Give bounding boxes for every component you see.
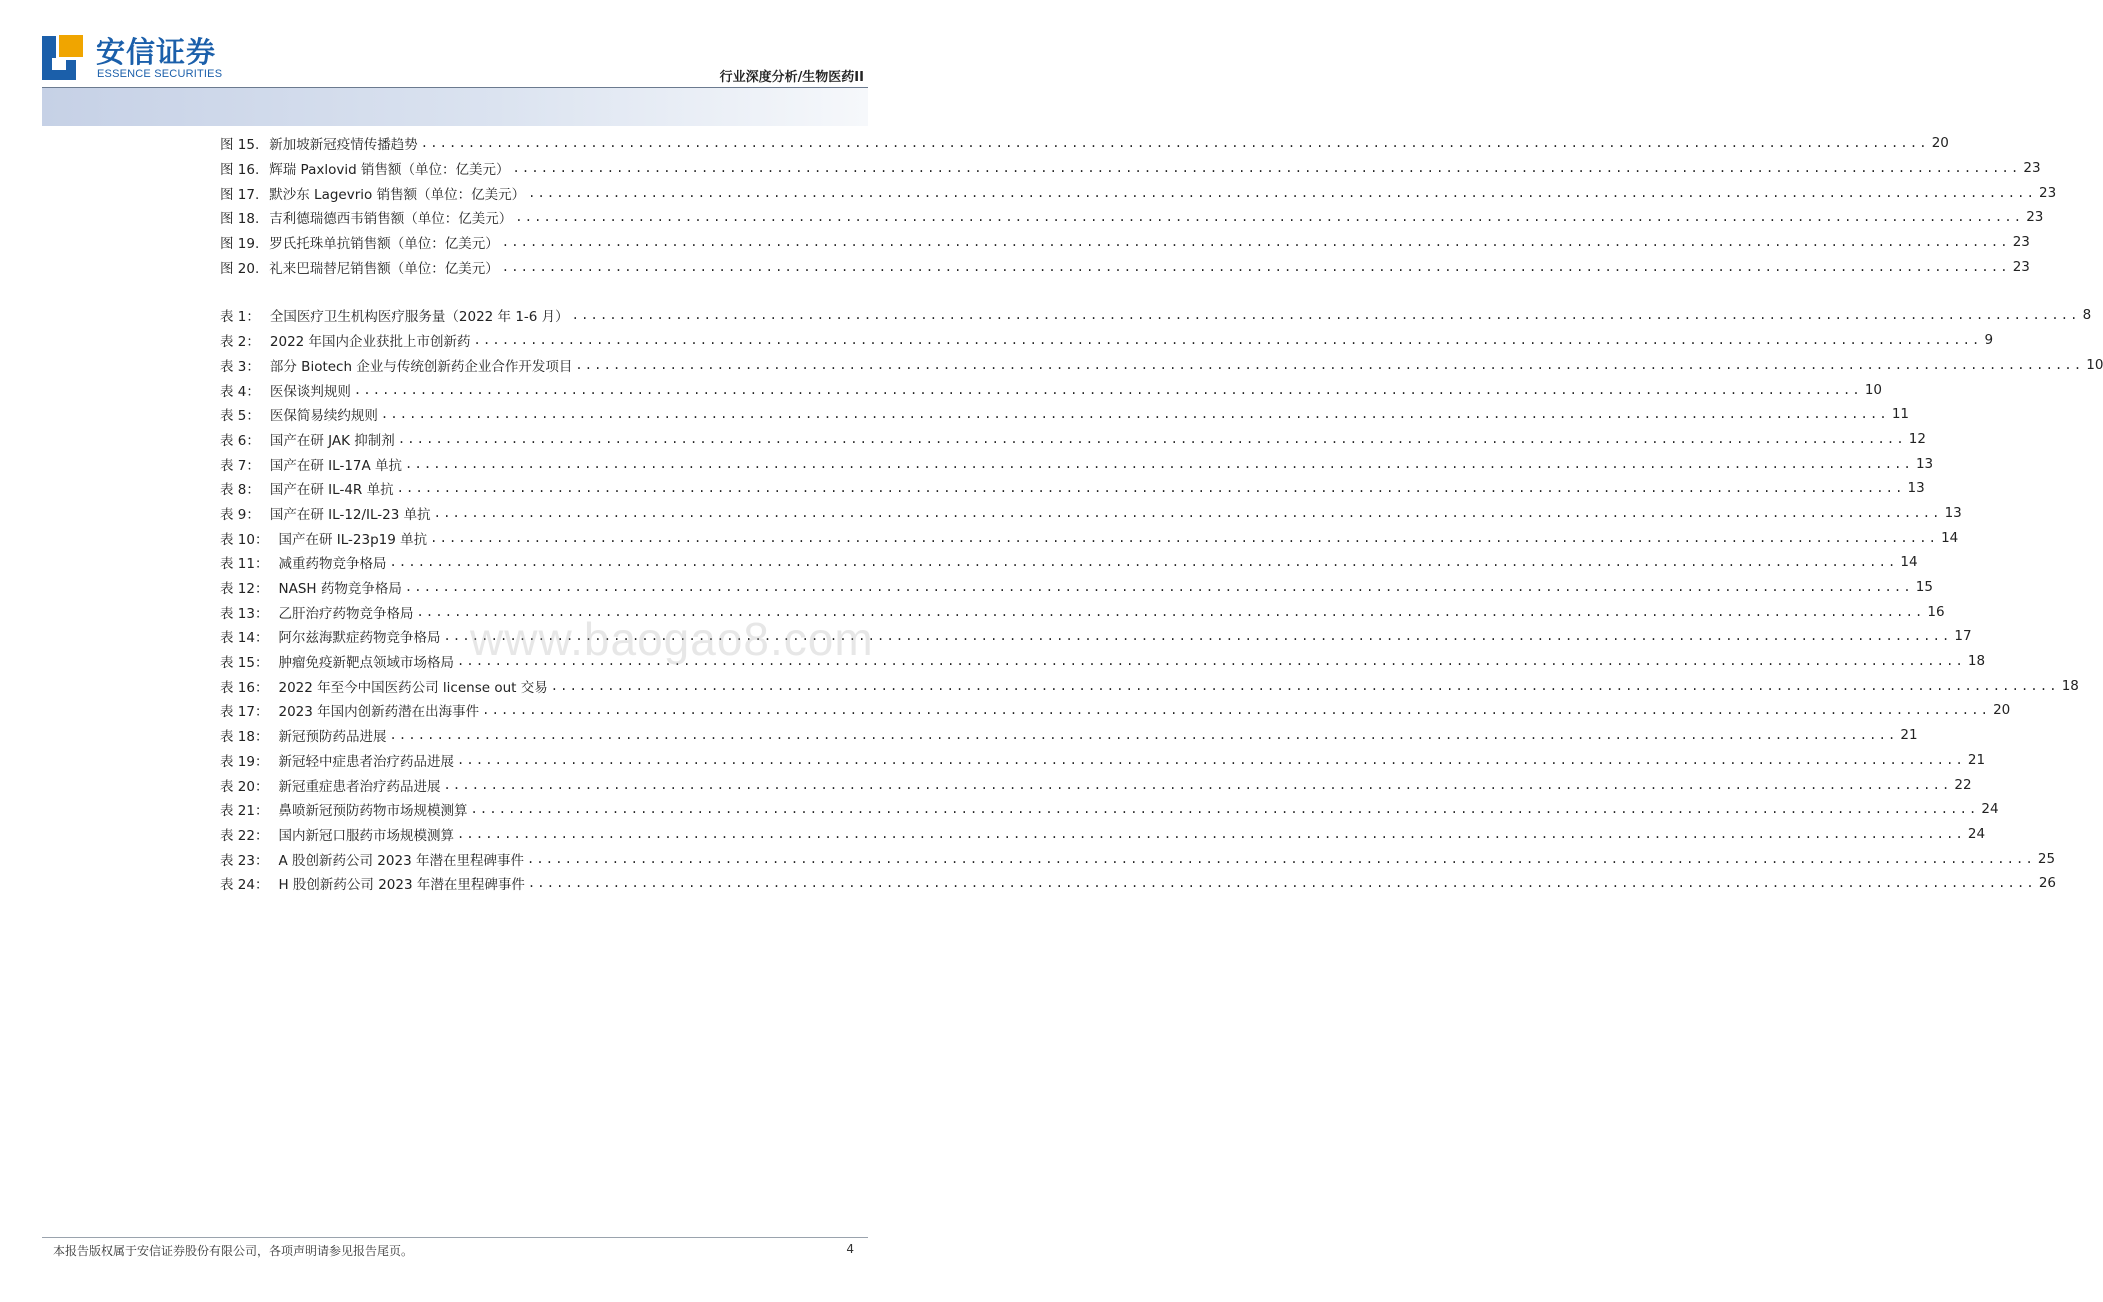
figure-toc-entry[interactable] xyxy=(220,205,2044,230)
toc-entry-title: 全国医疗卫生机构医疗服务量（2022 年 1-6 月） xyxy=(269,309,569,326)
toc-entry-page: 15 xyxy=(1915,579,1933,596)
toc-entry-title: 吉利德瑞德西韦销售额（单位：亿美元） xyxy=(269,211,513,228)
table-toc-entry[interactable] xyxy=(220,797,1999,822)
table-toc-entry[interactable] xyxy=(220,575,1933,600)
toc-entry-page: 12 xyxy=(1908,430,1926,447)
toc-entry-page: 17 xyxy=(1954,628,1972,645)
dot-leader: ................................................................................................................................................................ xyxy=(396,481,1905,496)
dot-leader: ................................................................................................................................................................ xyxy=(501,235,2010,250)
report-type: 行业深度分析/生物医药II xyxy=(719,70,864,85)
toc-entry-title: 2022 年至今中国医药公司 license out 交易 xyxy=(278,679,548,696)
toc-entry-page: 9 xyxy=(1984,332,1994,349)
toc-entry-title: 默沙东 Lagevrio 销售额（单位：亿美元） xyxy=(269,186,526,203)
figure-list xyxy=(220,131,2057,279)
toc-entry-number: 表 6： xyxy=(220,432,260,449)
toc-entry-title: 国产在研 JAK 抑制剂 xyxy=(269,432,395,449)
table-toc-entry[interactable] xyxy=(220,377,1883,402)
dot-leader: ................................................................................................................................................................ xyxy=(380,407,1889,422)
dot-leader: ................................................................................................................................................................ xyxy=(470,802,1979,817)
toc-entry-number: 表 3： xyxy=(220,358,260,375)
toc-entry-page: 26 xyxy=(2038,875,2056,892)
table-toc-entry[interactable] xyxy=(220,550,1918,575)
toc-entry-number: 表 11： xyxy=(220,556,269,573)
toc-entry-page: 23 xyxy=(2026,209,2044,226)
toc-entry-page: 11 xyxy=(1891,406,1910,423)
dot-leader: ................................................................................................................................................................ xyxy=(433,505,1942,520)
toc-entry-title: A 股创新药公司 2023 年潜在里程碑事件 xyxy=(278,852,524,869)
dot-leader: ................................................................................................................................................................ xyxy=(501,259,2010,274)
table-list xyxy=(220,303,2103,896)
toc-entry-page: 8 xyxy=(2082,307,2092,324)
dot-leader: ................................................................................................................................................................ xyxy=(397,431,1906,446)
toc-entry-number: 表 5： xyxy=(220,408,260,425)
footer-disclaimer: 本报告版权属于安信证券股份有限公司，各项声明请参见报告尾页。 xyxy=(53,1244,414,1258)
toc-entry-page: 20 xyxy=(1993,702,2011,719)
dot-leader: ................................................................................................................................................................ xyxy=(443,629,1952,644)
toc-entry-title: 国产在研 IL-23p19 单抗 xyxy=(278,531,428,548)
dot-leader: ................................................................................................................................................................ xyxy=(443,777,1952,792)
toc-entry-number: 表 14： xyxy=(220,630,269,647)
toc-entry-title: 新冠预防药品进展 xyxy=(278,729,387,746)
toc-entry-number: 表 12： xyxy=(220,581,269,598)
toc-entry-number: 表 19： xyxy=(220,753,269,770)
toc-entry-page: 10 xyxy=(1864,381,1883,398)
toc-entry-number: 表 16： xyxy=(220,679,269,696)
table-of-contents xyxy=(220,131,2103,896)
toc-entry-number: 图 20. xyxy=(220,260,260,277)
toc-entry-page: 10 xyxy=(2086,356,2103,373)
toc-entry-number: 表 9： xyxy=(220,506,260,523)
toc-entry-page: 21 xyxy=(1967,751,1986,768)
toc-entry-number: 表 21： xyxy=(220,803,269,820)
toc-entry-title: NASH 药物竞争格局 xyxy=(278,581,402,598)
toc-entry-title: 国产在研 IL-17A 单抗 xyxy=(269,457,403,474)
toc-entry-page: 13 xyxy=(1907,480,1925,497)
toc-entry-number: 表 13： xyxy=(220,605,269,622)
toc-entry-number: 表 10： xyxy=(220,531,269,548)
toc-entry-title: 国产在研 IL-4R 单抗 xyxy=(269,482,394,499)
toc-entry-title: H 股创新药公司 2023 年潜在里程碑事件 xyxy=(278,877,525,894)
toc-entry-page: 25 xyxy=(2037,850,2056,867)
dot-leader: ................................................................................................................................................................ xyxy=(550,678,2059,693)
table-toc-entry[interactable] xyxy=(220,822,1986,847)
table-toc-entry[interactable] xyxy=(220,501,1962,526)
toc-entry-page: 22 xyxy=(1954,776,1972,793)
dot-leader: ................................................................................................................................................................ xyxy=(575,357,2084,372)
table-toc-entry[interactable] xyxy=(220,748,1986,773)
toc-entry-number: 表 23： xyxy=(220,852,269,869)
footer-divider xyxy=(42,1237,868,1238)
toc-entry-title: 2022 年国内企业获批上市创新药 xyxy=(269,334,471,351)
dot-leader: ................................................................................................................................................................ xyxy=(389,728,1898,743)
toc-entry-title: 医保谈判规则 xyxy=(269,383,351,400)
toc-entry-page: 20 xyxy=(1931,135,1949,152)
dot-leader: ................................................................................................................................................................ xyxy=(405,456,1913,471)
toc-entry-number: 图 16. xyxy=(220,162,260,179)
table-toc-entry[interactable] xyxy=(220,451,1934,476)
toc-entry-title: 医保简易续约规则 xyxy=(269,408,378,425)
toc-entry-title: 国内新冠口服药市场规模测算 xyxy=(278,827,454,844)
dot-leader: ................................................................................................................................................................ xyxy=(473,333,1982,348)
toc-entry-title: 新冠轻中症患者治疗药品进展 xyxy=(278,753,454,770)
toc-entry-title: 阿尔兹海默症药物竞争格局 xyxy=(278,630,441,647)
table-toc-entry[interactable] xyxy=(220,871,2056,896)
toc-entry-title: 2023 年国内创新药潜在出海事件 xyxy=(278,704,480,721)
toc-entry-number: 表 8： xyxy=(220,482,260,499)
page-header xyxy=(0,0,920,130)
table-toc-entry[interactable] xyxy=(220,772,1972,797)
dot-leader: ................................................................................................................................................................ xyxy=(430,530,1939,545)
table-toc-entry[interactable] xyxy=(220,846,2056,871)
toc-entry-page: 14 xyxy=(1941,529,1959,546)
toc-entry-page: 14 xyxy=(1900,554,1918,571)
toc-entry-number: 表 17： xyxy=(220,704,269,721)
essence-logo-icon xyxy=(42,32,86,80)
figure-toc-entry[interactable] xyxy=(220,156,2041,181)
table-toc-entry[interactable] xyxy=(220,303,2092,328)
table-toc-entry[interactable] xyxy=(220,525,1959,550)
table-toc-entry[interactable] xyxy=(220,353,2103,378)
toc-entry-title: 乙肝治疗药物竞争格局 xyxy=(278,605,414,622)
table-toc-entry[interactable] xyxy=(220,427,1926,452)
dot-leader: ................................................................................................................................................................ xyxy=(404,580,1913,595)
toc-entry-title: 新加坡新冠疫情传播趋势 xyxy=(269,137,418,154)
header-band xyxy=(42,88,868,126)
toc-entry-title: 辉瑞 Paxlovid 销售额（单位：亿美元） xyxy=(269,162,510,179)
company-logo xyxy=(42,30,232,82)
toc-entry-number: 图 15. xyxy=(220,137,260,154)
toc-entry-number: 图 19. xyxy=(220,236,260,253)
dot-leader: ................................................................................................................................................................ xyxy=(416,604,1925,619)
dot-leader: ................................................................................................................................................................ xyxy=(512,161,2021,176)
toc-entry-number: 图 18. xyxy=(220,211,260,228)
logo-cn-text: 安信证券 xyxy=(96,35,217,69)
toc-entry-number: 表 22： xyxy=(220,827,269,844)
toc-entry-title: 鼻喷新冠预防药物市场规模测算 xyxy=(278,803,468,820)
watermark: www.baogao8.com xyxy=(470,613,874,665)
toc-entry-page: 23 xyxy=(2012,258,2030,275)
toc-entry-title: 国产在研 IL-12/IL-23 单抗 xyxy=(269,506,431,523)
toc-entry-title: 礼来巴瑞替尼销售额（单位：亿美元） xyxy=(269,260,499,277)
table-toc-entry[interactable] xyxy=(220,698,2011,723)
toc-entry-number: 图 17. xyxy=(220,186,260,203)
toc-entry-page: 21 xyxy=(1900,727,1918,744)
dot-leader: ................................................................................................................................................................ xyxy=(528,185,2037,200)
toc-entry-page: 16 xyxy=(1927,603,1945,620)
toc-entry-number: 表 7： xyxy=(220,457,260,474)
toc-entry-title: 新冠重症患者治疗药品进展 xyxy=(278,778,441,795)
toc-entry-title: 减重药物竞争格局 xyxy=(278,556,387,573)
dot-leader: ................................................................................................................................................................ xyxy=(420,136,1929,151)
table-toc-entry[interactable] xyxy=(220,402,1910,427)
toc-entry-title: 部分 Biotech 企业与传统创新药企业合作开发项目 xyxy=(269,358,573,375)
toc-entry-number: 表 1： xyxy=(220,309,260,326)
table-toc-entry[interactable] xyxy=(220,673,2079,698)
toc-entry-page: 23 xyxy=(2039,184,2057,201)
figure-toc-entry[interactable] xyxy=(220,254,2030,279)
toc-entry-page: 18 xyxy=(2061,677,2079,694)
toc-entry-number: 表 20： xyxy=(220,778,269,795)
page-number: 4 xyxy=(846,1242,854,1256)
toc-entry-number: 表 24： xyxy=(220,877,269,894)
toc-entry-title: 肿瘤免疫新靶点领域市场格局 xyxy=(278,655,454,672)
toc-entry-number: 表 2： xyxy=(220,334,260,351)
figure-toc-entry[interactable] xyxy=(220,180,2057,205)
logo-en-text: ESSENCE SECURITIES xyxy=(97,68,223,80)
dot-leader: ................................................................................................................................................................ xyxy=(526,851,2035,866)
toc-entry-number: 表 4： xyxy=(220,383,260,400)
table-toc-entry[interactable] xyxy=(220,328,1994,353)
toc-entry-page: 23 xyxy=(2023,160,2041,177)
figure-toc-entry[interactable] xyxy=(220,131,1949,156)
toc-entry-page: 18 xyxy=(1967,653,1986,670)
dot-leader: ................................................................................................................................................................ xyxy=(456,826,1965,841)
dot-leader: ................................................................................................................................................................ xyxy=(527,876,2036,891)
table-toc-entry[interactable] xyxy=(220,476,1925,501)
toc-entry-page: 24 xyxy=(1967,825,1986,842)
dot-leader: ................................................................................................................................................................ xyxy=(571,308,2080,323)
figure-toc-entry[interactable] xyxy=(220,230,2030,255)
dot-leader: ................................................................................................................................................................ xyxy=(482,703,1991,718)
toc-entry-number: 表 15： xyxy=(220,655,269,672)
toc-entry-page: 13 xyxy=(1915,455,1934,472)
table-toc-entry[interactable] xyxy=(220,723,1918,748)
dot-leader: ................................................................................................................................................................ xyxy=(515,210,2024,225)
toc-entry-page: 24 xyxy=(1981,801,1999,818)
dot-leader: ................................................................................................................................................................ xyxy=(456,752,1965,767)
dot-leader: ................................................................................................................................................................ xyxy=(389,555,1898,570)
toc-entry-number: 表 18： xyxy=(220,729,269,746)
dot-leader: ................................................................................................................................................................ xyxy=(456,654,1965,669)
dot-leader: ................................................................................................................................................................ xyxy=(353,382,1862,397)
toc-entry-page: 13 xyxy=(1944,504,1962,521)
toc-entry-page: 23 xyxy=(2012,234,2030,251)
toc-entry-title: 罗氏托珠单抗销售额（单位：亿美元） xyxy=(269,236,499,253)
